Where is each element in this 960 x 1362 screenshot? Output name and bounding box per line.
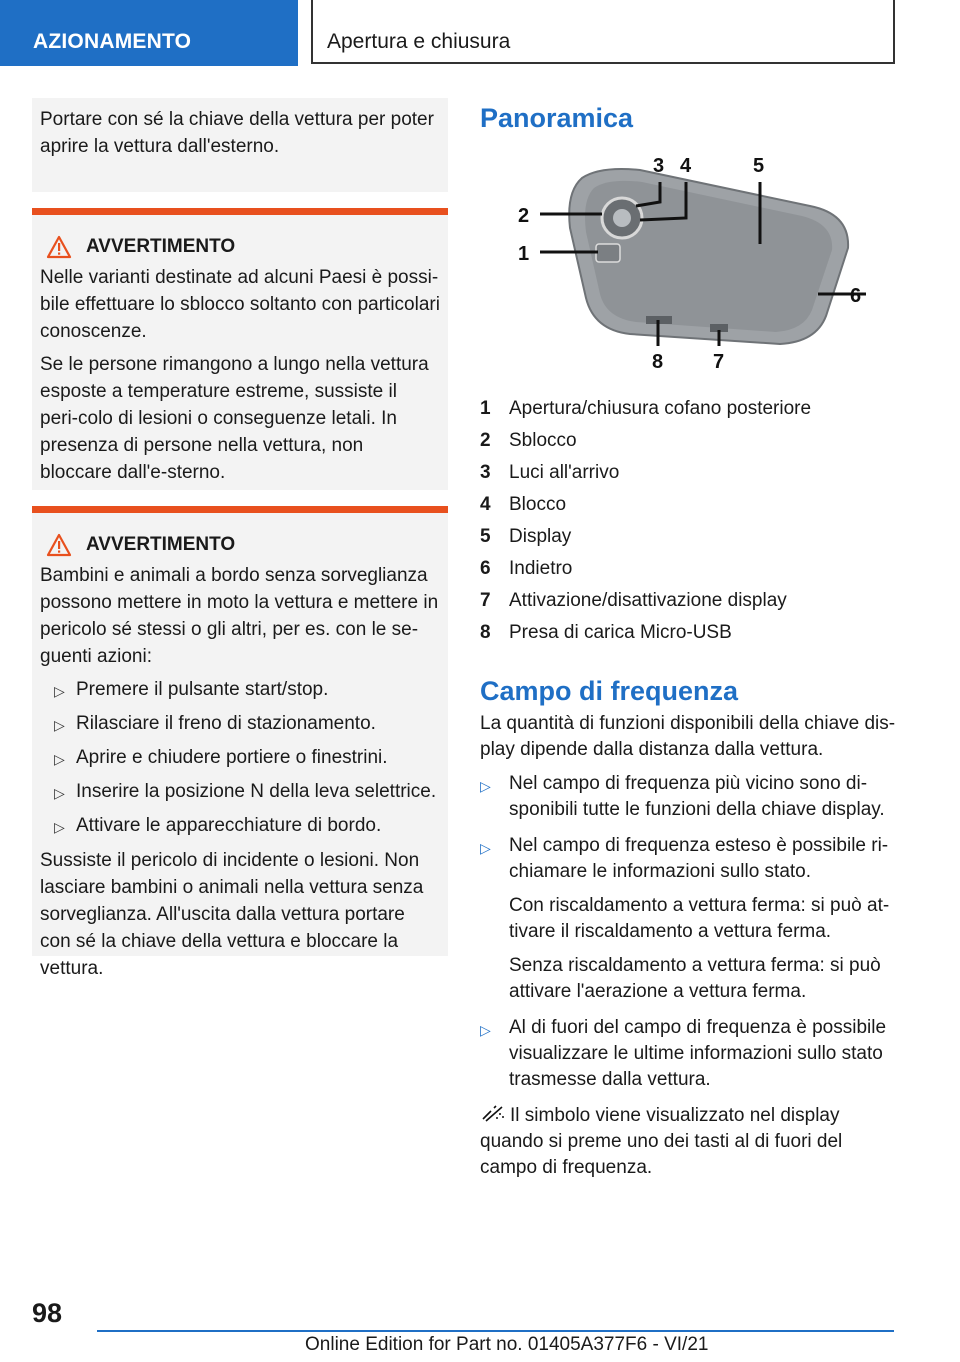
- display-key-illustration: [510, 148, 870, 378]
- warning-paragraph: Bambini e animali a bordo senza sorveglianza possono mettere in moto la vettura e mettere in pericolo sé stessi o gli altri, per es. con le se-guenti azioni:: [40, 565, 439, 667]
- legend-text: Display: [509, 526, 572, 547]
- legend-number: 8: [480, 622, 491, 643]
- legend-item: [480, 521, 900, 553]
- bullet-triangle-icon: ▷: [54, 819, 65, 835]
- bullet-triangle-icon: ▷: [54, 751, 65, 767]
- bullet-triangle-icon: ▷: [480, 778, 491, 794]
- legend-item: [480, 585, 900, 617]
- section-heading-overview: Panoramica: [480, 103, 634, 133]
- range-list: [480, 771, 900, 1093]
- legend-number: 7: [480, 590, 491, 611]
- bullet-triangle-icon: ▷: [480, 1022, 491, 1038]
- legend-item: [480, 553, 900, 585]
- legend-text: Attivazione/disattivazione display: [509, 590, 787, 611]
- list-item: [480, 1015, 900, 1093]
- list-item: [480, 833, 900, 1005]
- right-column: [480, 98, 900, 1181]
- list-item: [40, 812, 440, 841]
- list-item-text: Premere il pulsante start/stop.: [76, 679, 329, 700]
- list-item: [40, 778, 440, 807]
- legend-text: Luci all'arrivo: [509, 462, 620, 483]
- warning-paragraph: Nelle varianti destinate ad alcuni Paesi è possi-bile effettuare lo sblocco soltanto con particolari conoscenze.: [40, 267, 440, 342]
- warning-title-text: AVVERTIMENTO: [86, 236, 236, 257]
- legend-text: Blocco: [509, 494, 567, 515]
- list-item-text: Nel campo di frequenza più vicino sono di-sponibili tutte le funzioni della chiave display.: [509, 773, 885, 820]
- section-heading-range: Campo di frequenza: [480, 676, 739, 706]
- warning-box-2: [32, 506, 448, 979]
- legend-item: [480, 457, 900, 489]
- list-item: [480, 771, 900, 823]
- figure-label-4: 4: [680, 155, 692, 177]
- list-item-text: Al di fuori del campo di frequenza è possibile visualizzare le ultime informazioni sullo stato trasmesse dalla vettura.: [509, 1017, 887, 1090]
- list-item-text: Attivare le apparecchiature di bordo.: [76, 815, 382, 836]
- range-intro: La quantità di funzioni disponibili della chiave dis-play dipende dalla distanza dalla vettura.: [480, 713, 896, 760]
- legend-number: 1: [480, 398, 491, 419]
- symbol-note: [480, 1103, 900, 1181]
- figure-label-3: 3: [653, 155, 665, 177]
- list-item-text: Inserire la posizione N della leva selettrice.: [76, 781, 437, 802]
- list-item-subtext: Senza riscaldamento a vettura ferma: si può attivare l'aerazione a vettura ferma.: [509, 955, 881, 1002]
- figure-label-2: 2: [518, 205, 530, 227]
- legend-number: 5: [480, 526, 491, 547]
- legend-number: 4: [480, 494, 491, 515]
- legend-item: [480, 393, 900, 425]
- warning-title: [40, 233, 440, 260]
- list-item-text: Nel campo di frequenza esteso è possibile ri-chiamare le informazioni sullo stato.: [509, 835, 889, 882]
- left-column: [32, 98, 448, 979]
- symbol-note-text: Il simbolo viene visualizzato nel display quando si preme uno dei tasti al di fuori del campo di frequenza.: [480, 1105, 843, 1178]
- page-number: 98: [32, 1298, 63, 1328]
- warning-paragraph: Se le persone rimangono a lungo nella vettura esposte a temperature estreme, sussiste il peri-colo di lesioni o conseguenze letali. In presenza di persone nella vettura, non bloccare dall'e-sterno.: [40, 354, 429, 483]
- warning-title: [40, 531, 440, 558]
- legend-number: 3: [480, 462, 491, 483]
- warning-title-text: AVVERTIMENTO: [86, 534, 236, 555]
- legend-item: [480, 617, 900, 649]
- page-header: [0, 0, 960, 66]
- figure-label-1: 1: [518, 243, 530, 265]
- edition-text: Online Edition for Part no. 01405A377F6 - VI/21: [305, 1334, 709, 1355]
- bullet-triangle-icon: ▷: [54, 717, 65, 733]
- action-list: [40, 676, 440, 841]
- warning-triangle-icon: [46, 533, 72, 557]
- bullet-triangle-icon: ▷: [54, 785, 65, 801]
- figure-label-7: 7: [713, 351, 725, 373]
- figure-label-8: 8: [652, 351, 664, 373]
- legend-item: [480, 489, 900, 521]
- warning-box-1: [32, 208, 448, 490]
- figure-legend: [480, 393, 900, 649]
- bullet-triangle-icon: ▷: [480, 840, 491, 856]
- out-of-range-symbol-icon: [480, 1105, 506, 1123]
- section-tab: AZIONAMENTO: [0, 0, 298, 66]
- list-item: [40, 744, 440, 773]
- list-item: [40, 710, 440, 739]
- chapter-title: Apertura e chiusura: [311, 0, 895, 64]
- list-item-text: Rilasciare il freno di stazionamento.: [76, 713, 376, 734]
- legend-text: Presa di carica Micro-USB: [509, 622, 732, 643]
- list-item-subtext: Con riscaldamento a vettura ferma: si può at-tivare il riscaldamento a vettura ferma.: [509, 895, 890, 942]
- list-item-text: Aprire e chiudere portiere o finestrini.: [76, 747, 388, 768]
- warning-triangle-icon: [46, 235, 72, 259]
- bullet-triangle-icon: ▷: [54, 683, 65, 699]
- footer-divider: [97, 1330, 894, 1332]
- legend-text: Indietro: [509, 558, 573, 579]
- legend-number: 2: [480, 430, 491, 451]
- list-item: [40, 676, 440, 705]
- legend-number: 6: [480, 558, 491, 579]
- figure-label-5: 5: [753, 155, 765, 177]
- intro-note: [32, 98, 448, 192]
- legend-item: [480, 425, 900, 457]
- legend-text: Sblocco: [509, 430, 577, 451]
- figure-label-6: 6: [850, 285, 862, 307]
- intro-text: Portare con sé la chiave della vettura per poter aprire la vettura dall'esterno.: [40, 109, 434, 157]
- legend-text: Apertura/chiusura cofano posteriore: [509, 398, 812, 419]
- warning-paragraph: Sussiste il pericolo di incidente o lesioni. Non lasciare bambini o animali nella vettura senza sorveglianza. All'uscita dalla vettura portare con sé la chiave della vettura e bloccare la vettura.: [40, 850, 424, 979]
